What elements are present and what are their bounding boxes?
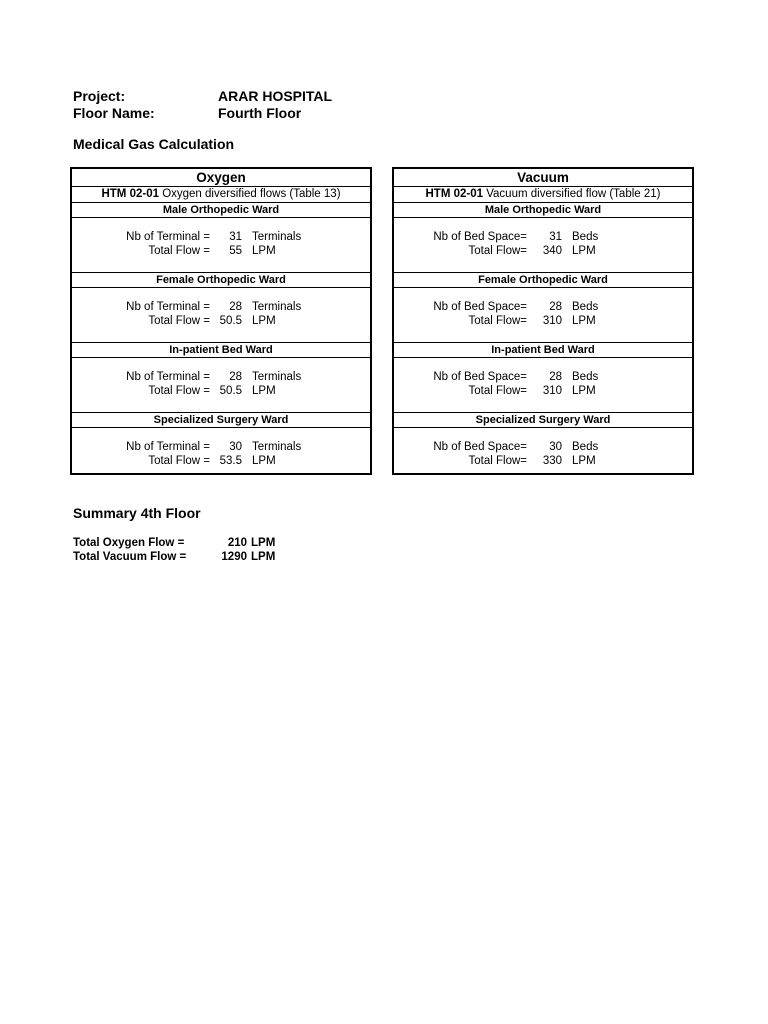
project-line xyxy=(73,88,332,104)
ward-title: In-patient Bed Ward xyxy=(72,343,370,358)
flow-label: Total Flow= xyxy=(468,245,527,257)
ward-title: Male Orthopedic Ward xyxy=(394,203,692,218)
count-unit: Terminals xyxy=(252,371,302,383)
count-label: Nb of Bed Space= xyxy=(433,441,527,453)
flow-label: Total Flow= xyxy=(468,315,527,327)
summary-oxygen-row xyxy=(73,536,275,550)
count-value: 31 xyxy=(229,231,242,243)
count-value: 28 xyxy=(549,371,562,383)
vacuum-heading: Vacuum xyxy=(394,169,692,187)
flow-unit: LPM xyxy=(572,315,596,327)
vacuum-panel xyxy=(392,167,694,475)
oxygen-ref-code: HTM 02-01 xyxy=(101,188,159,200)
vacuum-ref-code: HTM 02-01 xyxy=(425,188,484,200)
ward-title: Specialized Surgery Ward xyxy=(72,413,370,428)
flow-value: 310 xyxy=(542,315,562,327)
ward-values xyxy=(72,218,370,273)
flow-value: 310 xyxy=(542,385,562,397)
count-unit: Beds xyxy=(572,301,599,313)
count-value: 28 xyxy=(229,371,242,383)
count-label: Nb of Bed Space= xyxy=(433,301,527,313)
flow-unit: LPM xyxy=(572,385,596,397)
flow-label: Total Flow = xyxy=(148,245,210,257)
project-label: Project: xyxy=(73,88,126,104)
page-title: Medical Gas Calculation xyxy=(73,136,235,152)
ward-values xyxy=(394,288,692,343)
count-label: Nb of Terminal = xyxy=(126,301,210,313)
ward-title: Female Orthopedic Ward xyxy=(394,273,692,288)
oxygen-panel xyxy=(70,167,372,475)
count-value: 28 xyxy=(229,301,242,313)
ward-title: Female Orthopedic Ward xyxy=(72,273,370,288)
flow-unit: LPM xyxy=(572,455,596,467)
flow-label: Total Flow = xyxy=(148,455,210,467)
count-value: 30 xyxy=(229,441,242,453)
flow-value: 53.5 xyxy=(219,455,242,467)
vacuum-reference xyxy=(394,187,692,203)
count-unit: Beds xyxy=(572,441,599,453)
summary-vacuum-value: 1290 xyxy=(221,551,247,563)
floor-value: Fourth Floor xyxy=(218,105,302,121)
oxygen-reference xyxy=(72,187,370,203)
flow-label: Total Flow= xyxy=(468,455,527,467)
count-unit: Terminals xyxy=(252,231,302,243)
ward-values xyxy=(394,358,692,413)
flow-label: Total Flow = xyxy=(148,385,210,397)
count-unit: Beds xyxy=(572,231,599,243)
summary-oxygen-value: 210 xyxy=(227,537,247,549)
count-label: Nb of Bed Space= xyxy=(433,371,527,383)
oxygen-heading: Oxygen xyxy=(72,169,370,187)
summary-oxygen-unit: LPM xyxy=(251,537,276,549)
flow-unit: LPM xyxy=(572,245,596,257)
vacuum-ref-text: Vacuum diversified flow (Table 21) xyxy=(483,188,661,200)
ward-values xyxy=(72,358,370,413)
count-label: Nb of Terminal = xyxy=(126,231,210,243)
summary-title: Summary 4th Floor xyxy=(73,505,201,521)
count-label: Nb of Bed Space= xyxy=(433,231,527,243)
flow-unit: LPM xyxy=(252,455,276,467)
summary-vacuum-row xyxy=(73,550,275,564)
count-unit: Beds xyxy=(572,371,599,383)
flow-value: 55 xyxy=(229,245,242,257)
count-label: Nb of Terminal = xyxy=(126,441,210,453)
ward-title: Specialized Surgery Ward xyxy=(394,413,692,428)
project-value: ARAR HOSPITAL xyxy=(218,88,333,104)
count-value: 31 xyxy=(549,231,562,243)
flow-value: 340 xyxy=(542,245,562,257)
count-unit: Terminals xyxy=(252,441,302,453)
count-value: 28 xyxy=(549,301,562,313)
flow-unit: LPM xyxy=(252,315,276,327)
flow-unit: LPM xyxy=(252,385,276,397)
floor-line xyxy=(73,105,301,121)
flow-unit: LPM xyxy=(252,245,276,257)
count-unit: Terminals xyxy=(252,301,302,313)
flow-label: Total Flow= xyxy=(468,385,527,397)
count-value: 30 xyxy=(549,441,562,453)
floor-label: Floor Name: xyxy=(73,105,155,121)
ward-values xyxy=(394,218,692,273)
oxygen-ref-text: Oxygen diversified flows (Table 13) xyxy=(159,188,341,200)
summary-vacuum-unit: LPM xyxy=(251,551,276,563)
flow-value: 50.5 xyxy=(219,385,242,397)
ward-values xyxy=(394,428,692,482)
summary-oxygen-label: Total Oxygen Flow = xyxy=(73,537,185,549)
flow-value: 330 xyxy=(542,455,562,467)
ward-title: In-patient Bed Ward xyxy=(394,343,692,358)
ward-title: Male Orthopedic Ward xyxy=(72,203,370,218)
count-label: Nb of Terminal = xyxy=(126,371,210,383)
ward-values xyxy=(72,288,370,343)
summary-vacuum-label: Total Vacuum Flow = xyxy=(73,551,187,563)
flow-label: Total Flow = xyxy=(148,315,210,327)
ward-values xyxy=(72,428,370,482)
flow-value: 50.5 xyxy=(219,315,242,327)
